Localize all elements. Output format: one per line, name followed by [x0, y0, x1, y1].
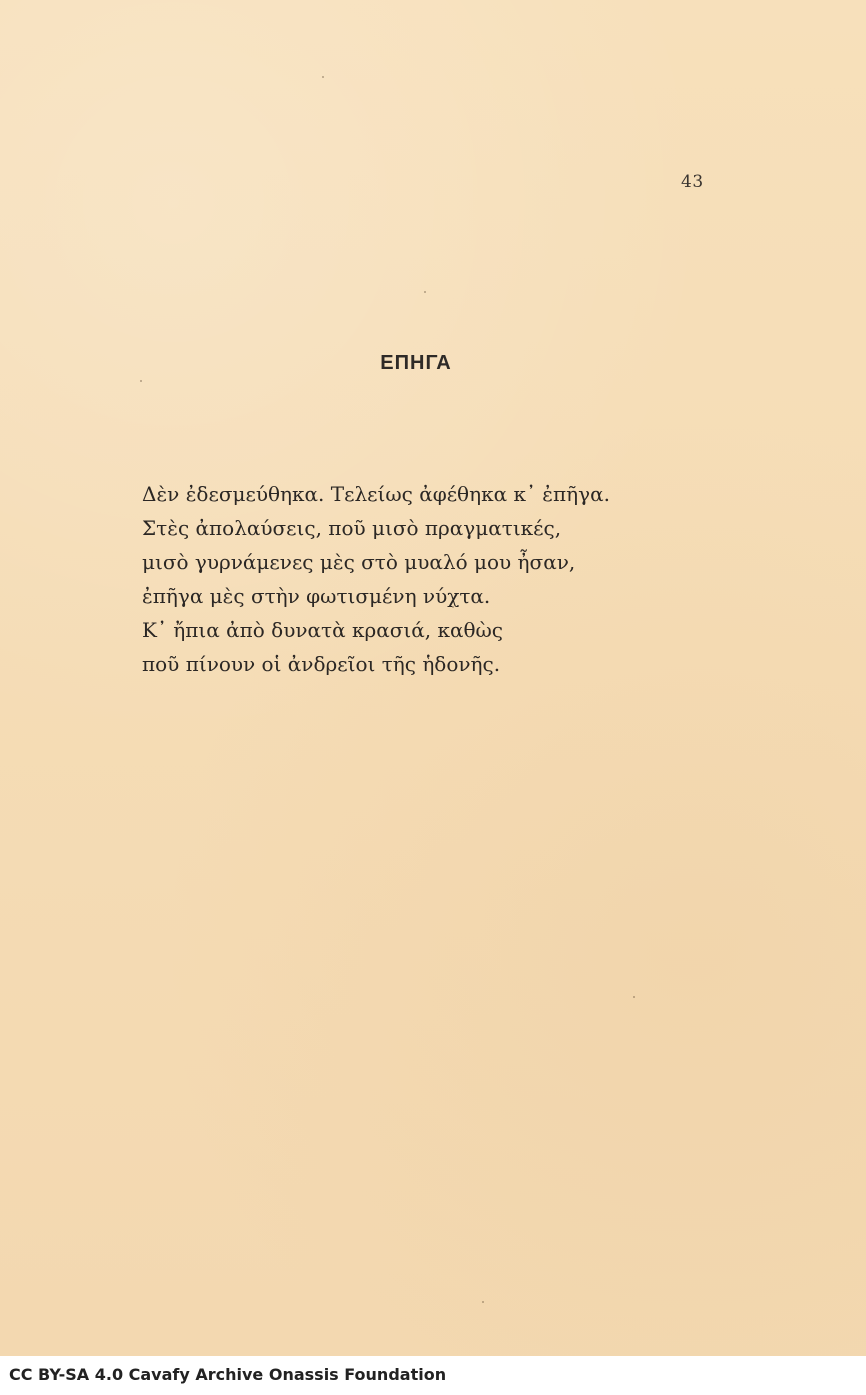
poem-line: ποῦ πίνουν οἱ ἀνδρεῖοι τῆς ἡδονῆς.	[142, 652, 501, 676]
page-number: 43	[681, 172, 704, 192]
paper-speck	[452, 606, 454, 608]
poem-body	[142, 477, 782, 681]
poem-line: ἐπῆγα μὲς στὴν φωτισμένη νύχτα.	[142, 584, 491, 608]
poem-line: Κ᾽ ἤπια ἀπὸ δυνατὰ κρασιά, καθὼς	[142, 618, 504, 642]
poem-line: Στὲς ἀπολαύσεις, ποῦ μισὸ πραγματικές,	[142, 516, 562, 540]
poem-title: ΕΠΗΓΑ	[380, 352, 452, 374]
paper-speck	[322, 76, 324, 78]
paper-speck	[140, 380, 142, 382]
poem-line: μισὸ γυρνάμενες μὲς στὸ μυαλό μου ἦσαν,	[142, 550, 576, 574]
paper-speck	[633, 996, 635, 998]
license-credit: CC BY-SA 4.0 Cavafy Archive Onassis Foundation	[9, 1365, 447, 1384]
paper-speck	[424, 291, 426, 293]
paper-speck	[482, 1301, 484, 1303]
poem-line: Δὲν ἐδεσμεύθηκα. Τελείως ἀφέθηκα κ᾽ ἐπῆγα.	[142, 482, 610, 506]
license-footer	[0, 1356, 866, 1395]
